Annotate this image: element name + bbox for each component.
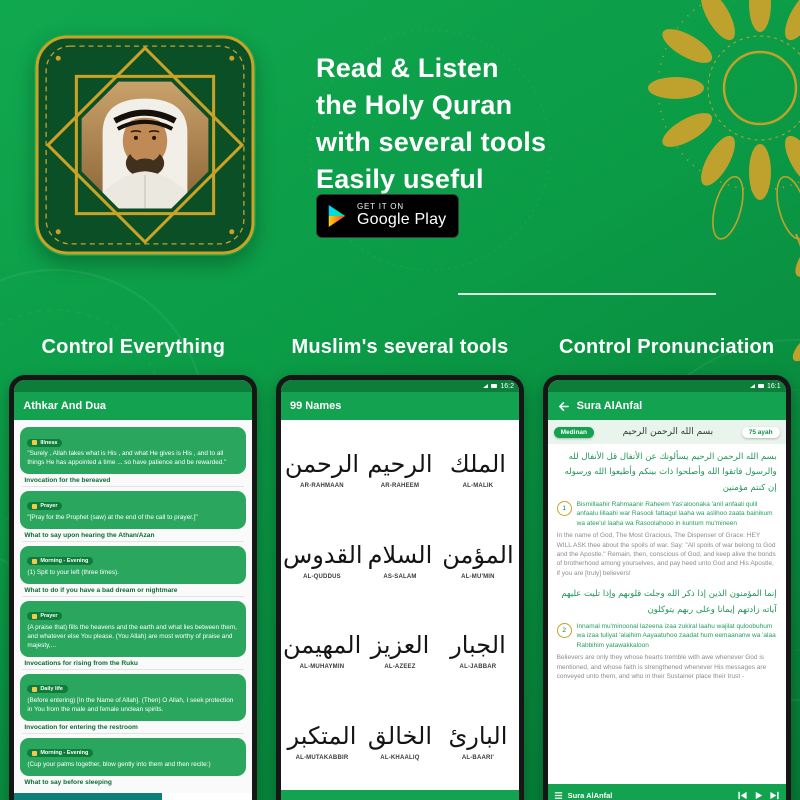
dua-text: "[Pray for the Prophet (saw) at the end of the call to prayer.]" (27, 513, 198, 521)
previous-button[interactable] (737, 790, 748, 800)
category-icon (32, 614, 37, 619)
list-divider (22, 733, 244, 734)
google-play-badge[interactable] (316, 194, 459, 238)
dua-text: (Before entering) [In the Name of Allah]. (Then) O Allah, I seek protection in You from the male and female unclean spirits. (27, 696, 234, 713)
dua-caption: What to do if you have a bad dream or nightmare (24, 586, 178, 594)
name-cell[interactable] (361, 721, 439, 761)
name-latin: AL-JABBAR (459, 664, 497, 671)
category-icon (32, 504, 37, 509)
ayah-count-badge[interactable]: 75 ayah (742, 427, 780, 438)
section-heading-3: Control Pronunciation (558, 336, 775, 358)
verse-transliteration: Bismillaahir Rahmaanir Raheem Yas'aloonaka 'anil anfaali qulil anfaalu lillaahi war Rasooli fattaqul laaha wa aslihoo zaata bainikum wa atee'ul laaha wa Rasoolahooo in kuntum mu'mineen (576, 500, 773, 527)
list-divider (22, 541, 244, 542)
name-latin: AL-MUTAKABBIR (295, 754, 349, 761)
status-time: 16:1 (767, 382, 781, 390)
headline-line-4: Easily useful (316, 164, 484, 194)
verse-translation: In the name of God, The Most Gracious, The Dispenser of Grace: HEY WILL ASK thee about the spoils of war. Say: "All spoils of war belong to God and the Apostle." Remain, then, conscious of God, and keep alive the bonds of brotherhood among yourselves, and pay heed unto God and His Apostle, if you are [truly] believers! (556, 532, 776, 577)
athkar-app-bar (14, 392, 252, 420)
status-bar (14, 380, 252, 392)
name-arabic: الخالق (367, 721, 433, 750)
dua-category-badge: Daily life (27, 685, 68, 693)
battery-icon (758, 384, 764, 388)
name-cell[interactable] (439, 540, 517, 580)
badge-get-it-on: GET IT ON (357, 202, 404, 212)
verse-arabic: إنما المؤمنون الذين إذا ذكر الله وجلت قلوبهم وإذا تليت عليهم آياته زادتهم إيمانا وعلى ربهم يتوكلون (561, 589, 777, 615)
list-divider (22, 486, 244, 487)
dua-card[interactable] (20, 601, 246, 657)
name-cell[interactable] (283, 540, 361, 580)
headline-line-2: the Holy Quran (316, 90, 513, 120)
name-latin: AR-RAHMAAN (300, 483, 344, 490)
name-arabic: الملك (449, 450, 506, 479)
verse-block (557, 450, 777, 578)
dua-caption: Invocations for rising from the Ruku (24, 659, 138, 667)
sura-title: Sura AlAnfal (576, 400, 643, 412)
dua-list[interactable] (14, 420, 252, 793)
verse-list[interactable] (548, 444, 786, 784)
name-latin: AL-MALIK (462, 483, 494, 490)
name-latin: AL-KHAALIQ (380, 754, 420, 761)
status-bar (281, 380, 519, 392)
name-latin: AL-MUHAYMIN (299, 664, 345, 671)
name-latin: AR-RAHEEM (380, 483, 420, 490)
divider-line (458, 293, 716, 295)
back-button[interactable] (557, 400, 570, 413)
list-divider (22, 669, 244, 670)
dua-card[interactable] (20, 738, 246, 776)
dua-category-badge: Illness (27, 439, 62, 447)
name-arabic: الرحيم (367, 450, 433, 479)
name-arabic: المهيمن (282, 631, 362, 660)
verse-block (557, 587, 777, 681)
player-track-title: Sura AlAnfal (567, 790, 613, 800)
dua-text: "Surely , Allah takes what is His , and what He gives is His , and to all things He has appointed a time ... so have patience and be rewarded." (27, 450, 227, 466)
back-arrow-icon (557, 400, 570, 413)
headline-line-1: Read & Listen (316, 53, 499, 83)
app-icon (34, 34, 256, 256)
dua-card[interactable] (20, 427, 246, 474)
play-button[interactable] (753, 790, 764, 800)
next-button[interactable] (769, 790, 780, 800)
verse-arabic: بسم الله الرحمن الرحيم يسألونك عن الأنفال قل الأنفال لله والرسول فاتقوا الله وأصلحوا ذات بينكم وأطيعوا الله ورسوله إن كنتم مؤمنين (564, 452, 777, 493)
name-cell[interactable] (361, 630, 439, 670)
name-cell[interactable] (361, 449, 439, 489)
dua-category-badge: Morning - Evening (27, 749, 93, 757)
name-cell[interactable] (283, 449, 361, 489)
phone-sura (543, 375, 791, 800)
dua-card[interactable] (20, 546, 246, 584)
signal-icon (483, 384, 488, 388)
dua-caption: Invocation for the bereaved (24, 476, 111, 484)
name-arabic: الرحمن (284, 450, 360, 479)
name-arabic: المؤمن (442, 540, 514, 569)
column-sura (533, 336, 800, 800)
revelation-badge[interactable]: Medinan (554, 427, 594, 438)
status-time: 16:2 (500, 382, 514, 390)
dua-text: (1) Spit to your left (three times). (27, 568, 119, 576)
category-icon (32, 440, 37, 445)
bismillah-text: بسم الله الرحمن الرحيم (622, 427, 714, 437)
name-cell[interactable] (439, 721, 517, 761)
dua-caption: What to say before sleeping (24, 778, 112, 786)
headline-line-3: with several tools (316, 127, 547, 157)
verse-translation: Believers are only they whose hearts tremble with awe whenever God is mentioned, and whose faith is strengthened whenever His messages are conveyed unto them, and who in their Sustainer place their trust - (556, 654, 767, 680)
phone-99-names (276, 375, 524, 800)
battery-icon (491, 384, 497, 388)
category-icon (32, 751, 37, 756)
badge-store-name: Google Play (357, 211, 447, 229)
phone-athkar (9, 375, 257, 800)
name-cell[interactable] (439, 630, 517, 670)
feature-columns (0, 336, 800, 800)
bottom-banner[interactable] (14, 793, 162, 800)
google-play-icon (326, 204, 348, 228)
hero-headline (316, 50, 546, 198)
name-latin: AS-SALAM (383, 573, 417, 580)
queue-icon[interactable] (554, 791, 563, 800)
name-arabic: المتكبر (287, 721, 357, 750)
dua-caption: What to say upon hearing the Athan/Azan (24, 531, 155, 539)
dua-text: (Cup your palms together, blow gently into them and then recite:) (27, 760, 211, 768)
signal-icon (750, 384, 755, 388)
name-arabic: العزيز (370, 631, 430, 660)
sura-subheader (548, 420, 786, 444)
name-cell[interactable] (439, 449, 517, 489)
dua-text: (A praise that) fills the heavens and the earth and what lies between them, and whatever else You please. (You Allah) are most worthy of praise and majesty,... (27, 623, 237, 649)
sura-app-bar (548, 392, 786, 420)
audio-player-bar (548, 784, 786, 800)
dua-category-badge: Prayer (27, 612, 62, 620)
name-cell[interactable] (283, 630, 361, 670)
category-icon (32, 559, 37, 564)
column-athkar (0, 336, 267, 800)
section-heading-1: Control Everything (41, 336, 226, 358)
name-cell[interactable] (283, 721, 361, 761)
list-divider (22, 596, 244, 597)
name-arabic: البارئ (448, 721, 508, 750)
status-bar (548, 380, 786, 392)
names-app-bar (281, 392, 519, 420)
column-names (267, 336, 534, 800)
athkar-title: Athkar And Dua (23, 400, 107, 412)
ayah-number-badge: 1 (557, 501, 572, 516)
category-icon (32, 687, 37, 692)
name-latin: AL-AZEEZ (384, 664, 416, 671)
dua-category-badge: Morning - Evening (27, 557, 93, 565)
dua-caption: Invocation for entering the restroom (24, 723, 138, 731)
ayah-number-badge: 2 (557, 623, 572, 638)
name-latin: AL-BAARI' (461, 754, 495, 761)
name-arabic: الجبار (450, 631, 506, 660)
bottom-bar (281, 790, 519, 800)
name-arabic: السلام (367, 540, 433, 569)
names-grid (281, 420, 519, 790)
dua-category-badge: Prayer (27, 502, 62, 510)
verse-transliteration: Innamal mu'minoonal lazeena izaa zukiral laahu wajilat quloobuhum wa izaa tuliyat 'alaihim Aayaatuhoo zaadat hum eemaananw wa 'alaa Rabbihim yatawakkaloon (576, 622, 776, 649)
dua-card[interactable] (20, 674, 246, 721)
names-title: 99 Names (289, 400, 342, 412)
name-cell[interactable] (361, 540, 439, 580)
section-heading-2: Muslim's several tools (291, 336, 509, 358)
name-latin: AL-QUDDUS (303, 573, 341, 580)
name-arabic: القدوس (282, 540, 363, 569)
dua-card[interactable] (20, 491, 246, 529)
name-latin: AL-MU'MIN (461, 573, 495, 580)
